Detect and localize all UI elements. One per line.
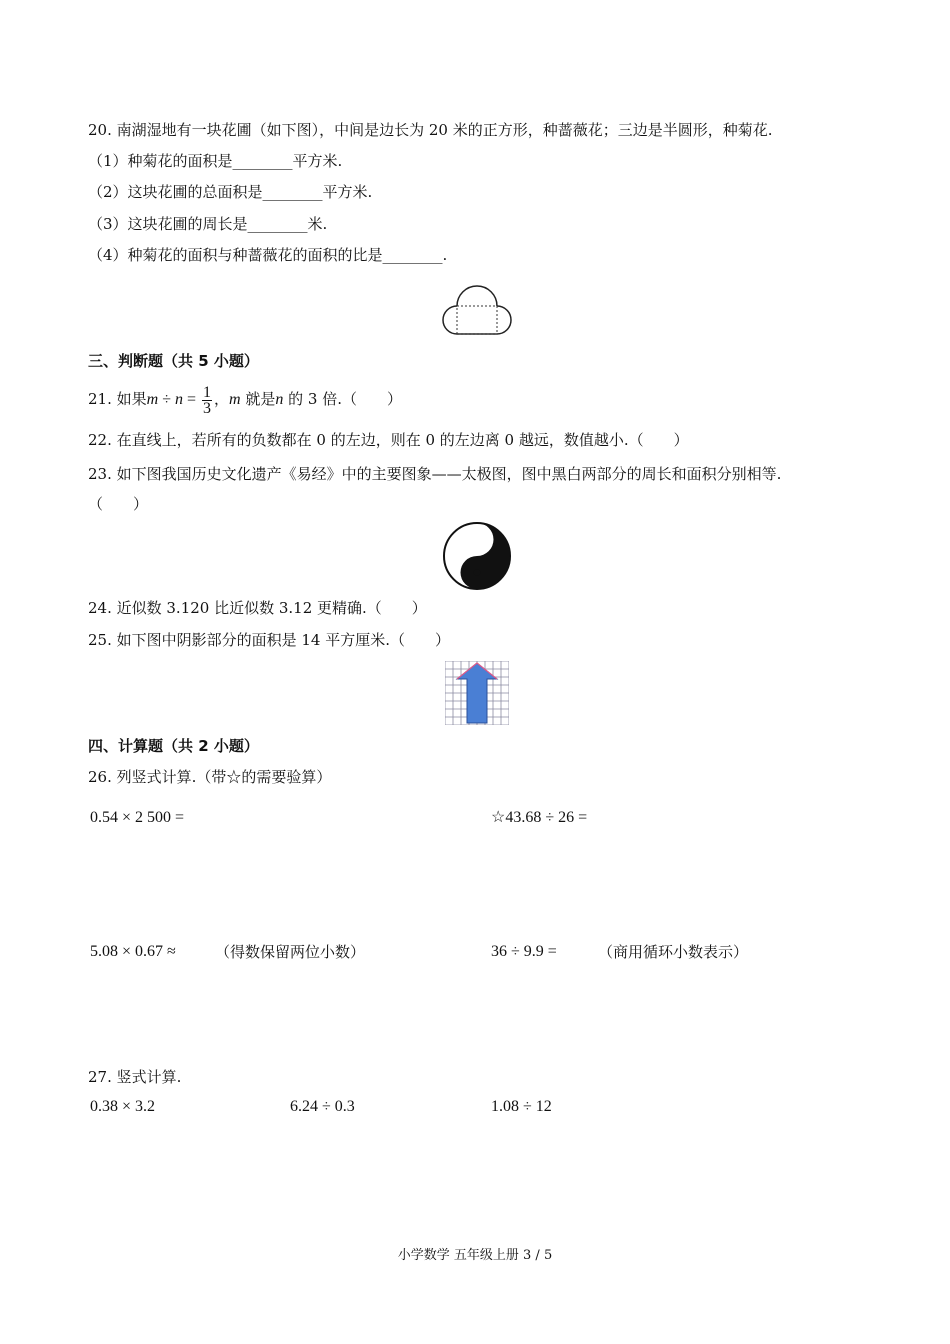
q23-answer-paren: （ ） [88,495,149,513]
q20-stem: 20. 南湖湿地有一块花圃（如下图），中间是边长为 20 米的正方形，种蔷薇花；三边是半圆形，种菊花. [88,121,773,139]
q26-expr-3-note: （得数保留两位小数） [215,943,366,961]
q20-part1: （1）种菊花的面积是________平方米. [88,152,343,170]
q27-expr-2: 6.24 ÷ 0.3 [290,1098,355,1115]
q25: 25. 如下图中阴影部分的面积是 14 平方厘米.（ ） [88,631,451,649]
q27: 27. 竖式计算. [88,1068,182,1086]
q26-expr-4-note: （商用循环小数表示） [598,943,749,961]
q26: 26. 列竖式计算.（带☆的需要验算） [88,768,332,786]
q23: 23. 如下图我国历史文化遗产《易经》中的主要图象——太极图，图中黑白两部分的周长和面积分别相等. [88,465,782,483]
q21 [88,381,402,418]
q24: 24. 近似数 3.120 比近似数 3.12 更精确.（ ） [88,599,427,617]
taiji-figure [441,520,513,592]
section-4-title: 四、计算题（共 2 小题） [88,737,259,755]
q21-numerator: 1 [203,383,211,401]
q20-part2: （2）这块花圃的总面积是________平方米. [88,183,373,201]
q21-var-n: n [174,391,183,408]
q21-eq: = [182,391,200,408]
q21-suffix: 的 3 倍.（ ） [283,390,402,408]
q21-var-m: m [146,391,159,408]
q21-var-m2: m [229,391,241,408]
q21-div: ÷ [158,391,175,408]
grid-arrow-figure [445,661,509,725]
q20-part4: （4）种菊花的面积与种蔷薇花的面积的比是________. [88,246,448,264]
page-footer: 小学数学 五年级上册 3 / 5 [397,1248,553,1263]
q21-mid: 就是 [240,390,276,408]
q20-part3: （3）这块花圃的周长是________米. [88,215,328,233]
q26-expr-1: 0.54 × 2 500 = [90,809,185,826]
q26-expr-3: 5.08 × 0.67 ≈ [90,943,176,960]
q21-denominator: 3 [203,399,211,417]
q27-expr-1: 0.38 × 3.2 [90,1098,156,1115]
q21-var-n2: n [275,391,284,408]
q21-prefix: 21. 如果 [88,390,147,408]
q26-expr-2: ☆43.68 ÷ 26 = [491,809,588,826]
q26-expr-4: 36 ÷ 9.9 = [491,943,557,960]
flower-bed-figure [436,280,518,340]
q21-sep: ， [214,390,230,408]
q22: 22. 在直线上，若所有的负数都在 0 的左边，则在 0 的左边离 0 越远，数值越小.（ ） [88,431,689,449]
q27-expr-3: 1.08 ÷ 12 [491,1098,552,1115]
section-3-title: 三、判断题（共 5 小题） [88,352,259,370]
q21-fraction [202,385,212,416]
